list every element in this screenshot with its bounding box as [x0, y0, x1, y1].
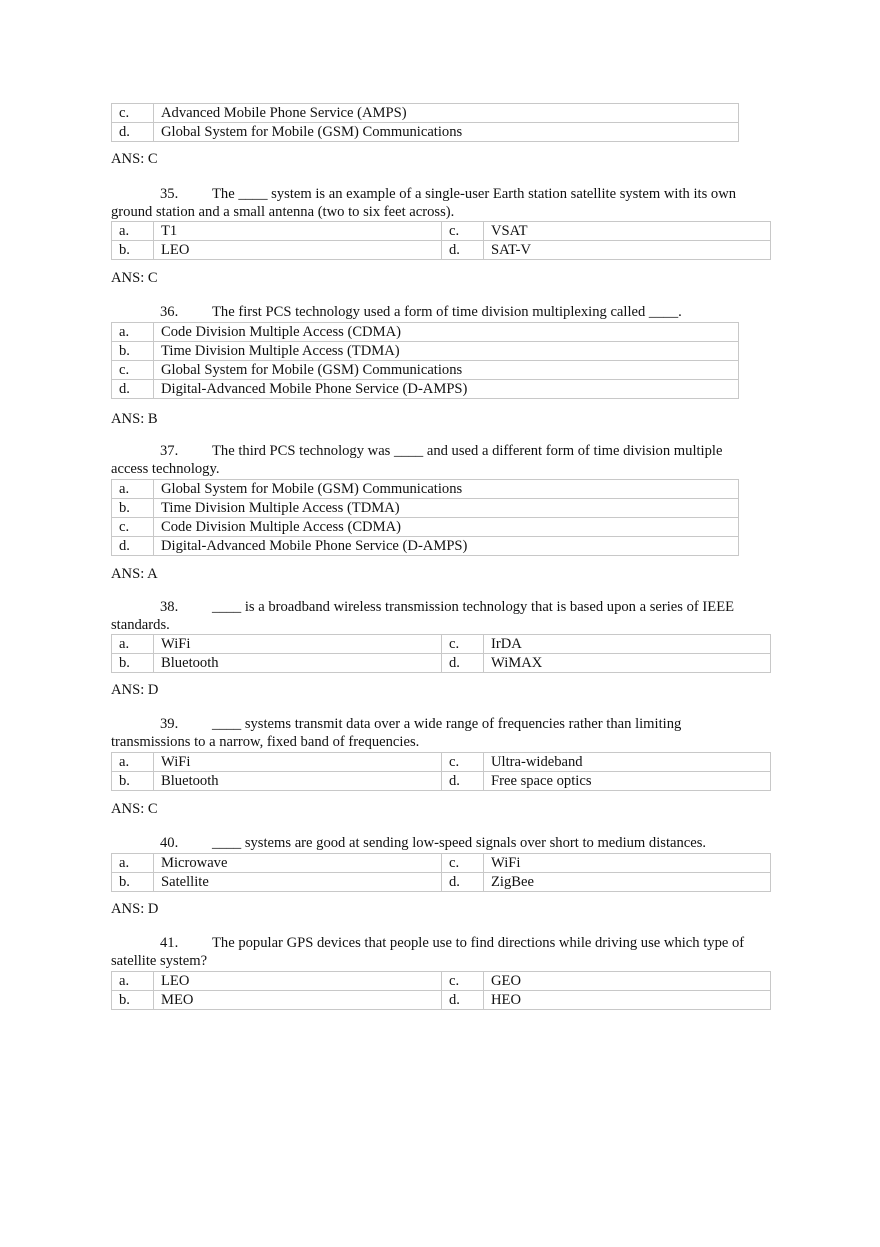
question-text: The third PCS technology was ____ and used a different form of time division multiple access technology.	[111, 443, 723, 477]
option-letter: c.	[442, 854, 484, 873]
option-letter: b.	[112, 991, 154, 1010]
option-letter: b.	[112, 873, 154, 892]
option-row	[112, 323, 739, 342]
options-table	[111, 221, 771, 260]
option-text: GEO	[484, 972, 771, 991]
options-table-wrapper	[111, 971, 771, 1010]
option-text: VSAT	[484, 222, 771, 241]
question-number: 38.	[160, 599, 179, 615]
option-text: Ultra-wideband	[484, 753, 771, 772]
option-letter: c.	[442, 222, 484, 241]
options-table	[111, 971, 771, 1010]
option-letter: a.	[112, 323, 154, 342]
option-text: SAT-V	[484, 241, 771, 260]
option-letter: a.	[112, 480, 154, 499]
option-letter: c.	[112, 518, 154, 537]
option-text: Microwave	[154, 854, 442, 873]
option-letter: d.	[112, 537, 154, 556]
answer-key: ANS: D	[111, 682, 159, 698]
option-text: Satellite	[154, 873, 442, 892]
option-letter: c.	[112, 104, 154, 123]
question-text: ____ systems are good at sending low-speed signals over short to medium distances.	[212, 835, 707, 851]
question-number: 40.	[160, 835, 179, 851]
options-table-wrapper	[111, 103, 739, 142]
question-number: 35.	[160, 186, 179, 202]
option-text: Time Division Multiple Access (TDMA)	[154, 499, 739, 518]
question-stem	[111, 716, 747, 751]
option-text: Free space optics	[484, 772, 771, 791]
option-letter: b.	[112, 772, 154, 791]
option-row	[112, 499, 739, 518]
option-text: WiMAX	[484, 654, 771, 673]
answer-key: ANS: D	[111, 901, 159, 917]
option-letter: a.	[112, 753, 154, 772]
option-letter: a.	[112, 972, 154, 991]
option-letter: c.	[112, 361, 154, 380]
option-letter: d.	[442, 772, 484, 791]
option-row	[112, 361, 739, 380]
question-number: 37.	[160, 443, 179, 459]
options-table-wrapper	[111, 853, 771, 892]
option-letter: b.	[112, 499, 154, 518]
option-row	[112, 518, 739, 537]
option-text: Global System for Mobile (GSM) Communications	[154, 361, 739, 380]
option-row	[112, 654, 771, 673]
options-table	[111, 322, 739, 399]
option-text: Code Division Multiple Access (CDMA)	[154, 323, 739, 342]
option-row	[112, 753, 771, 772]
options-table	[111, 752, 771, 791]
option-text: T1	[154, 222, 442, 241]
question-number: 39.	[160, 716, 179, 732]
option-text: Advanced Mobile Phone Service (AMPS)	[154, 104, 739, 123]
option-text: Bluetooth	[154, 654, 442, 673]
question-number: 36.	[160, 304, 179, 320]
option-row	[112, 480, 739, 499]
option-letter: a.	[112, 222, 154, 241]
option-text: LEO	[154, 241, 442, 260]
question-text: The ____ system is an example of a single-user Earth station satellite system with its own ground station and a small antenna (two to six feet across).	[111, 186, 737, 220]
option-row	[112, 873, 771, 892]
option-letter: b.	[112, 241, 154, 260]
option-letter: d.	[112, 123, 154, 142]
answer-key: ANS: C	[111, 270, 158, 286]
question-stem	[111, 599, 747, 634]
option-row	[112, 380, 739, 399]
question-text: ____ systems transmit data over a wide range of frequencies rather than limiting transmissions to a narrow, fixed band of frequencies.	[111, 716, 682, 750]
option-text: Digital-Advanced Mobile Phone Service (D-AMPS)	[154, 537, 739, 556]
answer-key: ANS: C	[111, 151, 158, 167]
options-table-wrapper	[111, 634, 771, 673]
options-table	[111, 853, 771, 892]
option-row	[112, 241, 771, 260]
option-letter: d.	[442, 654, 484, 673]
option-row	[112, 222, 771, 241]
option-letter: c.	[442, 635, 484, 654]
options-table-wrapper	[111, 322, 739, 399]
option-row	[112, 104, 739, 123]
option-letter: c.	[442, 972, 484, 991]
option-text: Bluetooth	[154, 772, 442, 791]
question-stem	[111, 186, 747, 221]
option-letter: d.	[442, 991, 484, 1010]
options-table-wrapper	[111, 479, 739, 556]
option-text: Global System for Mobile (GSM) Communications	[154, 480, 739, 499]
option-letter: d.	[442, 241, 484, 260]
question-stem	[111, 935, 747, 970]
question-stem	[111, 304, 747, 322]
option-row	[112, 972, 771, 991]
options-table	[111, 634, 771, 673]
option-letter: b.	[112, 342, 154, 361]
option-row	[112, 342, 739, 361]
options-table	[111, 479, 739, 556]
option-letter: a.	[112, 635, 154, 654]
option-row	[112, 991, 771, 1010]
answer-key: ANS: A	[111, 566, 158, 582]
option-row	[112, 537, 739, 556]
option-text: WiFi	[484, 854, 771, 873]
option-letter: d.	[112, 380, 154, 399]
option-text: IrDA	[484, 635, 771, 654]
option-text: Global System for Mobile (GSM) Communications	[154, 123, 739, 142]
option-letter: c.	[442, 753, 484, 772]
option-text: LEO	[154, 972, 442, 991]
option-row	[112, 123, 739, 142]
option-text: ZigBee	[484, 873, 771, 892]
option-text: MEO	[154, 991, 442, 1010]
question-stem	[111, 443, 747, 478]
answer-key: ANS: C	[111, 801, 158, 817]
option-text: WiFi	[154, 753, 442, 772]
option-text: Digital-Advanced Mobile Phone Service (D-AMPS)	[154, 380, 739, 399]
options-table	[111, 103, 739, 142]
question-stem	[111, 835, 747, 853]
option-text: Time Division Multiple Access (TDMA)	[154, 342, 739, 361]
options-table-wrapper	[111, 221, 771, 260]
option-text: Code Division Multiple Access (CDMA)	[154, 518, 739, 537]
options-table-wrapper	[111, 752, 771, 791]
option-row	[112, 854, 771, 873]
option-row	[112, 635, 771, 654]
option-letter: d.	[442, 873, 484, 892]
question-text: The first PCS technology used a form of time division multiplexing called ____.	[212, 304, 682, 320]
answer-key: ANS: B	[111, 411, 158, 427]
option-row	[112, 772, 771, 791]
question-number: 41.	[160, 935, 179, 951]
question-text: ____ is a broadband wireless transmission technology that is based upon a series of IEEE standards.	[111, 599, 735, 633]
option-text: WiFi	[154, 635, 442, 654]
option-letter: a.	[112, 854, 154, 873]
option-text: HEO	[484, 991, 771, 1010]
option-letter: b.	[112, 654, 154, 673]
question-text: The popular GPS devices that people use to find directions while driving use which type of satellite system?	[111, 935, 745, 969]
